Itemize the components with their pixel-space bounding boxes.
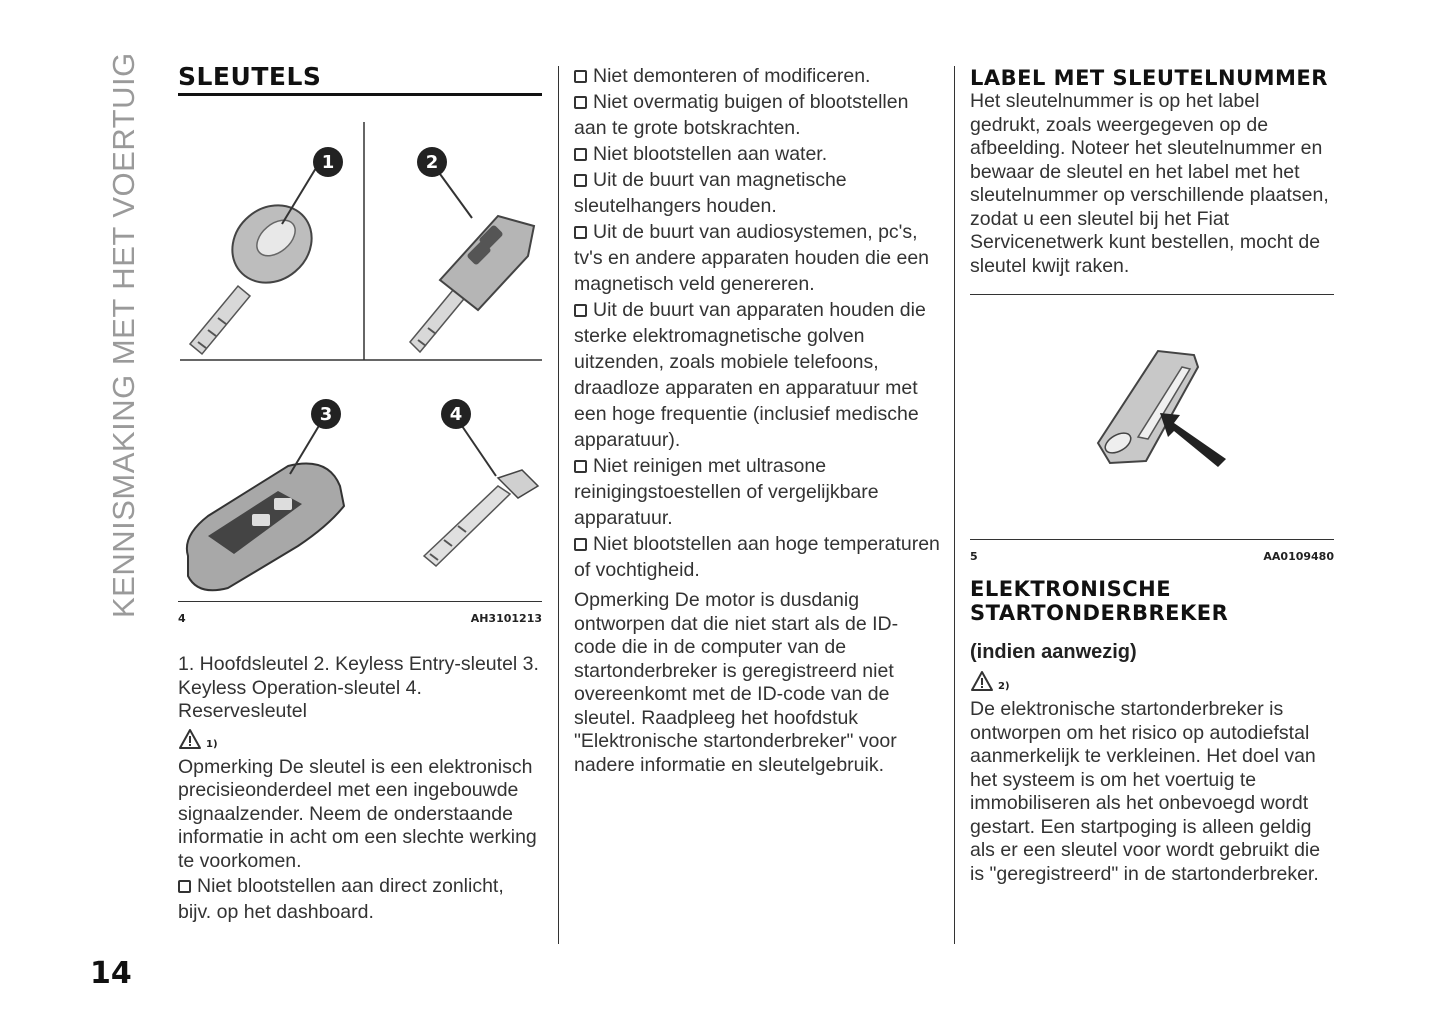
page-number: 14 — [90, 956, 132, 991]
pointer-arrow-icon — [1160, 413, 1226, 467]
bullet-item — [574, 141, 940, 167]
figure-caption — [970, 550, 1334, 563]
column-key-care — [574, 63, 940, 777]
keyless-operation-fob-drawing — [187, 399, 344, 590]
figure-number: 4 — [178, 612, 186, 625]
bullet-text: Uit de buurt van audiosystemen, pc's, tv's en andere apparaten houden die een magnetisch veld genereren. — [574, 221, 930, 295]
checkbox-bullet-icon — [178, 880, 191, 893]
figure-code: AA0109480 — [1263, 550, 1334, 563]
main-key-drawing — [190, 147, 343, 354]
checkbox-bullet-icon — [574, 70, 587, 83]
callout-1: 1 — [321, 152, 335, 173]
warning-ref-number: 1) — [206, 738, 218, 750]
warning-triangle-icon — [178, 728, 202, 750]
bullet-item — [574, 89, 940, 141]
immobiliser-note: Opmerking De motor is dusdanig ontworpen dat die niet start als de ID-code die in de computer van de startonderbreker is geregistreerd niet overeenkomt met de ID-code van de sleutel. Raadpleeg het hoofdstuk "Elektronische startonderbreker" voor nadere informatie en sleutelgebruik. — [574, 589, 899, 776]
bullet-item — [574, 63, 940, 89]
checkbox-bullet-icon — [574, 460, 587, 473]
availability-note: (indien aanwezig) — [970, 641, 1137, 663]
column-divider — [558, 66, 559, 944]
checkbox-bullet-icon — [574, 174, 587, 187]
section-title-startonderbreker: ELEKTRONISCHE STARTONDERBREKER — [970, 577, 1229, 625]
bullet-item — [574, 531, 940, 583]
key-label-figure — [970, 295, 1334, 539]
checkbox-bullet-icon — [574, 226, 587, 239]
checkbox-bullet-icon — [574, 304, 587, 317]
figure-number: 5 — [970, 550, 978, 563]
figure-code: AH3101213 — [470, 612, 542, 625]
key-number-body: Het sleutelnummer is op het label gedrukt, zoals weergegeven op de afbeelding. Noteer het sleutelnummer en bewaar de sleutel en het label met het sleutelnummer op verschillende plaatsen, zodat u een sleutel bij het Fiat Servicenetwerk kunt bestellen, mocht de sleutel kwijt raken. — [970, 90, 1329, 277]
checkbox-bullet-icon — [574, 538, 587, 551]
bullet-text: Uit de buurt van magnetische sleutelhangers houden. — [574, 169, 847, 217]
warning-reference — [178, 728, 542, 750]
bullet-item — [574, 219, 940, 297]
keys-legend: 1. Hoofdsleutel 2. Keyless Entry-sleutel 3. Keyless Operation-sleutel 4. Reservesleutel — [178, 653, 539, 722]
bullet-text: Niet blootstellen aan direct zonlicht, bijv. op het dashboard. — [178, 875, 504, 923]
immobiliser-body: De elektronische startonderbreker is ontworpen om het risico op autodiefstal aanmerkelijk te verkleinen. Het doel van het systeem is om het voertuig te immobiliseren als het onbevoegd wordt gestart. Een startpoging is alleen geldig als er een sleutel voor wordt gebruikt die is "geregistreerd" in de startonderbreker. — [970, 698, 1321, 885]
bullet-item — [574, 297, 940, 453]
callout-3: 3 — [319, 404, 333, 425]
bullet-item — [574, 167, 940, 219]
keyless-entry-key-drawing — [410, 147, 534, 352]
warning-ref-number: 2) — [998, 681, 1010, 692]
bullet-text: Niet reinigen met ultrasone reinigingstoestellen of vergelijkbare apparatuur. — [574, 455, 879, 529]
section-title-label: LABEL MET SLEUTELNUMMER — [970, 66, 1328, 90]
bullet-text: Uit de buurt van apparaten houden die sterke elektromagnetische golven uitzenden, zoals mobiele telefoons, draadloze apparaten en apparatuur met een hoge frequentie (inclusief medische apparatuur). — [574, 299, 926, 451]
warning-triangle-icon — [970, 670, 994, 692]
checkbox-bullet-icon — [574, 96, 587, 109]
checkbox-bullet-icon — [574, 148, 587, 161]
figure-caption — [178, 612, 542, 625]
callout-4: 4 — [449, 404, 463, 425]
key-label-illustration — [970, 295, 1334, 539]
keys-note: Opmerking De sleutel is een elektronisch precisieonderdeel met een ingebouwde signaalzender. Neem de onderstaande informatie in acht om een slechte werking te voorkomen. — [178, 755, 537, 872]
column-divider — [954, 66, 955, 944]
bullet-item — [178, 873, 542, 925]
keys-figure — [178, 96, 542, 601]
column-key-number-label — [970, 66, 1334, 886]
callout-2: 2 — [425, 152, 439, 173]
bullet-text: Niet blootstellen aan water. — [593, 143, 828, 165]
spare-key-drawing — [424, 399, 538, 566]
bullet-text: Niet overmatig buigen of blootstellen aan te grote botskrachten. — [574, 91, 909, 139]
warning-reference — [970, 670, 1334, 692]
chapter-side-title: KENNISMAKING MET HET VOERTUIG — [106, 52, 141, 618]
bullet-text: Niet demonteren of modificeren. — [593, 65, 871, 87]
keys-illustration — [178, 96, 542, 601]
bullet-text: Niet blootstellen aan hoge temperaturen of vochtigheid. — [574, 533, 940, 581]
bullet-item — [574, 453, 940, 531]
section-title-sleutels: SLEUTELS — [178, 62, 542, 96]
column-keys — [178, 62, 542, 925]
